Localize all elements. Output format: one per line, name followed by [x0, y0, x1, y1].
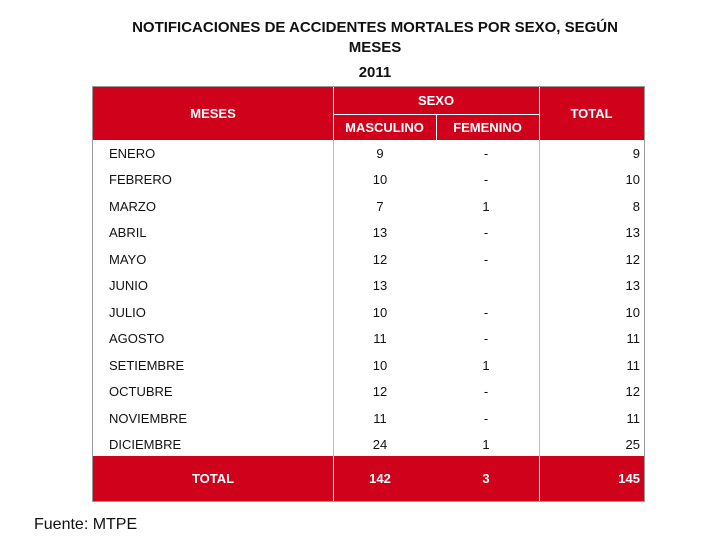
totals-masculino: 142: [369, 471, 391, 486]
totals-label: TOTAL: [191, 471, 235, 486]
femenino-cell-value: 1: [482, 198, 490, 214]
month-cell-value: SETIEMBRE: [109, 357, 185, 373]
month-cell: [109, 246, 146, 273]
total-cell: [539, 326, 644, 353]
table-row: [93, 167, 644, 194]
femenino-cell: [436, 379, 536, 406]
month-cell-value: NOVIEMBRE: [109, 410, 188, 426]
month-cell-value: AGOSTO: [109, 331, 165, 347]
header-femenino: FEMENINO: [453, 119, 522, 135]
masculino-cell-value: 10: [372, 357, 388, 373]
masculino-cell-value: 11: [373, 331, 387, 347]
month-cell: [109, 193, 156, 220]
masculino-cell: [335, 140, 425, 167]
masculino-cell: [335, 379, 425, 406]
masculino-cell-value: 13: [372, 278, 388, 294]
table-row: [93, 299, 644, 326]
year-label: 2011: [358, 64, 392, 81]
masculino-cell-value: 12: [372, 384, 388, 400]
masculino-cell-value: 10: [372, 304, 388, 320]
header-masculino: MASCULINO: [345, 119, 424, 135]
femenino-cell-value: -: [483, 172, 489, 188]
masculino-cell: [335, 299, 425, 326]
table-row: [93, 352, 644, 379]
masculino-cell-value: 11: [373, 410, 387, 426]
masculino-cell-value: 12: [372, 251, 388, 267]
total-cell: [539, 299, 644, 326]
table-row: [93, 273, 644, 300]
masculino-cell: [335, 405, 425, 432]
masculino-cell-value: 13: [372, 225, 388, 241]
total-cell-value: 11: [626, 357, 640, 373]
month-cell-value: JULIO: [109, 304, 146, 320]
header-divider: [539, 87, 540, 140]
femenino-cell: [436, 273, 536, 300]
table-row: [93, 193, 644, 220]
masculino-cell: [335, 352, 425, 379]
total-cell: [539, 379, 644, 406]
table-header: [93, 87, 644, 140]
masculino-cell: [335, 432, 425, 459]
month-cell-value: ABRIL: [109, 225, 147, 241]
total-cell: [539, 167, 644, 194]
totals-row: [93, 456, 644, 501]
femenino-cell: [436, 220, 536, 247]
month-cell-value: MARZO: [109, 198, 156, 214]
month-cell-value: JUNIO: [109, 278, 148, 294]
total-cell: [539, 273, 644, 300]
title-line-2: MESES: [348, 39, 402, 56]
femenino-cell: [436, 193, 536, 220]
total-cell: [539, 352, 644, 379]
header-divider: [436, 114, 437, 140]
total-cell-value: 11: [626, 331, 640, 347]
month-cell-value: ENERO: [109, 145, 156, 161]
table-row: [93, 432, 644, 459]
total-cell-value: 13: [625, 225, 640, 241]
femenino-cell-value: 1: [482, 437, 490, 453]
total-cell-value: 25: [625, 437, 640, 453]
femenino-cell: [436, 432, 536, 459]
total-cell-value: 8: [632, 198, 640, 214]
document-title: [90, 18, 660, 58]
femenino-cell-value: -: [483, 145, 489, 161]
total-cell-value: 12: [625, 384, 640, 400]
month-cell-value: OCTUBRE: [109, 384, 173, 400]
totals-total: 145: [618, 471, 640, 486]
masculino-cell: [335, 273, 425, 300]
femenino-cell-value: -: [483, 331, 489, 347]
month-cell: [109, 220, 147, 247]
total-cell-value: 12: [625, 251, 640, 267]
femenino-cell-value: -: [483, 410, 489, 426]
total-cell: [539, 432, 644, 459]
total-cell: [539, 193, 644, 220]
femenino-cell-value: 1: [482, 357, 490, 373]
total-cell-value: 10: [625, 304, 640, 320]
column-divider: [333, 456, 334, 501]
title-line-1: NOTIFICACIONES DE ACCIDENTES MORTALES POR SEXO, SEGÚN: [132, 19, 618, 36]
masculino-cell: [335, 246, 425, 273]
total-cell: [539, 220, 644, 247]
month-cell: [109, 352, 184, 379]
month-cell: [109, 326, 164, 353]
total-cell: [539, 140, 644, 167]
table-row: [93, 220, 644, 247]
femenino-cell: [436, 405, 536, 432]
total-cell-value: 13: [625, 278, 640, 294]
femenino-cell: [436, 246, 536, 273]
total-cell: [539, 405, 644, 432]
month-cell-value: DICIEMBRE: [109, 437, 182, 453]
month-cell-value: MAYO: [109, 251, 147, 267]
total-cell-value: 11: [626, 410, 640, 426]
femenino-cell: [436, 299, 536, 326]
table-row: [93, 326, 644, 353]
masculino-cell: [335, 220, 425, 247]
masculino-cell-value: 24: [372, 437, 388, 453]
table-row: [93, 405, 644, 432]
femenino-cell-value: -: [483, 304, 489, 320]
masculino-cell: [335, 193, 425, 220]
header-total: TOTAL: [570, 106, 613, 121]
femenino-cell-value: -: [483, 251, 489, 267]
month-cell: [109, 140, 155, 167]
total-cell-value: 9: [632, 145, 640, 161]
column-divider: [539, 456, 540, 501]
masculino-cell-value: 10: [372, 172, 388, 188]
femenino-cell: [436, 167, 536, 194]
month-cell: [109, 299, 146, 326]
femenino-cell: [436, 326, 536, 353]
masculino-cell: [335, 167, 425, 194]
femenino-cell: [436, 352, 536, 379]
masculino-cell: [335, 326, 425, 353]
masculino-cell-value: 9: [376, 145, 384, 161]
masculino-cell-value: 7: [376, 198, 384, 214]
source-note: Fuente: MTPE: [34, 516, 138, 533]
month-cell-value: FEBRERO: [109, 172, 172, 188]
header-sexo: SEXO: [417, 93, 455, 108]
month-cell: [109, 273, 148, 300]
totals-femenino: 3: [482, 471, 490, 486]
accidents-table: [92, 86, 645, 502]
femenino-cell: [436, 140, 536, 167]
month-cell: [109, 167, 172, 194]
table-row: [93, 140, 644, 167]
month-cell: [109, 432, 181, 459]
month-cell: [109, 405, 187, 432]
femenino-cell-value: -: [483, 384, 489, 400]
total-cell: [539, 246, 644, 273]
femenino-cell-value: -: [483, 225, 489, 241]
month-cell: [109, 379, 173, 406]
total-cell-value: 10: [625, 172, 640, 188]
header-meses: MESES: [190, 106, 236, 121]
table-row: [93, 246, 644, 273]
table-row: [93, 379, 644, 406]
